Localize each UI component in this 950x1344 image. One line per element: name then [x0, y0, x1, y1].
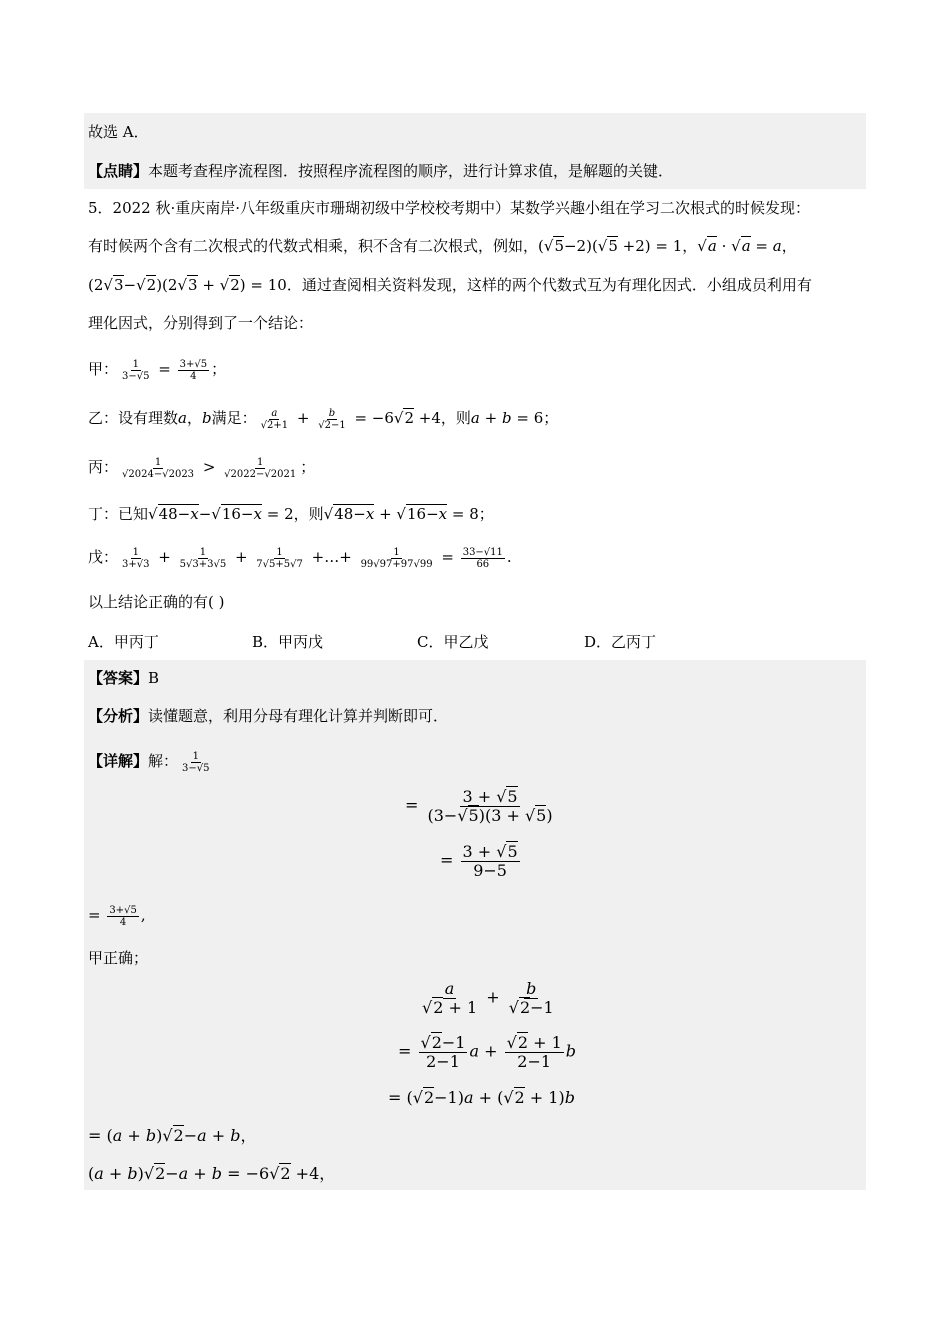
- jia-result-line: = $\frac{3+√5}{4}$ ,: [88, 904, 146, 928]
- statement-bing: 丙： $\frac{1}{√2024-√2023}$ > $\frac{1}{√2022-√2021}$ ；: [88, 456, 316, 480]
- wu-result: $\frac{33-√11}{66}$: [462, 546, 503, 570]
- jia-label: 甲：: [88, 360, 119, 378]
- derivation-yi-3: = (√2−1)a + (√2 + 1)b: [388, 1088, 575, 1107]
- detail-line: [88, 746, 214, 776]
- wu-term-last: $\frac{1}{99√97+97√99}$: [360, 546, 433, 570]
- analysis-text: 读懂题意，利用分母有理化计算并判断即可．: [148, 707, 449, 725]
- statement-wu: 戊： $\frac{1}{3+√3}$ + $\frac{1}{5√3+3√5}$ + $\frac{1}{7√5+5√7}$ +…+ $\frac{1}{99√97+97√99}$ = $\frac{33-√11}{66}$ .: [88, 546, 512, 570]
- yi-end: ，则: [440, 409, 471, 427]
- yi-label: 乙：设有理数: [88, 409, 179, 427]
- wu-term-2: $\frac{1}{5√3+3√5}$: [179, 546, 227, 570]
- jia-correct-line: 甲正确；: [88, 949, 149, 967]
- derivation-jia-2: = $\frac{3 + √5}{9-5}$: [440, 842, 518, 880]
- option-a[interactable]: A．甲丙丁: [88, 633, 159, 651]
- answer-value: B: [148, 669, 160, 687]
- question-line-3-text: ．通过查阅相关资料发现，这样的两个代数式互为有理化因式．小组成员利用有: [286, 276, 812, 294]
- derivation-jia-1: = $\frac{3 + √5}{(3-√5)(3 + √5)}$: [405, 787, 553, 825]
- statement-jia: 甲： $\frac{1}{3-√5}$ = $\frac{3+√5}{4}$ ；: [88, 358, 227, 382]
- statement-ding: 丁：已知√48−x−√16−x = 2，则√48−x + √16−x = 8；: [88, 505, 494, 523]
- example-1: (√5−2)(√5 +2) = 1，√a · √a = a，: [538, 237, 797, 255]
- option-d[interactable]: D．乙丙丁: [584, 633, 657, 651]
- derivation-yi-1: $\frac{a}{√2 + 1}$ + $\frac{b}{√2-1}$: [422, 979, 554, 1017]
- guxuan-line: 故选 A．: [88, 123, 149, 141]
- statement-yi: 乙：设有理数a，b满足： $\frac{a}{√2+1}$ + $\frac{b}{√2-1}$ = −6√2 +4，则a + b = 6；: [88, 407, 559, 431]
- question-line-2-text: 有时候两个含有二次根式的代数式相乘，积不含有二次根式，例如，: [88, 237, 539, 255]
- answer-line: [88, 668, 159, 688]
- question-line-3: [88, 275, 812, 295]
- ding-label: 丁：已知: [88, 505, 149, 523]
- bing-lhs-fraction: $\frac{1}{√2024-√2023}$: [122, 456, 195, 480]
- wu-label: 戊：: [88, 548, 119, 566]
- example-2: (2√3−√2)(2√3 + √2) = 10: [88, 276, 287, 294]
- yi-step-line: = (a + b)√2−a + b，: [88, 1126, 257, 1145]
- analysis-tag: 【分析】: [88, 707, 149, 725]
- yi-frac-a: $\frac{a}{√2+1}$: [260, 407, 289, 431]
- bing-rhs-fraction: $\frac{1}{√2022-√2021}$: [224, 456, 297, 480]
- wu-term-1: $\frac{1}{3+√3}$: [122, 546, 150, 570]
- question-line-4: 理化因式，分别得到了一个结论：: [88, 314, 314, 332]
- dianjing-line: [88, 161, 673, 181]
- detail-tag: 【详解】: [88, 752, 149, 770]
- detail-fraction: $\frac{1}{3-√5}$: [182, 750, 210, 774]
- yi-frac-b: $\frac{b}{√2-1}$: [318, 407, 346, 431]
- answer-shade: [84, 660, 866, 1190]
- yi-equation-line: (a + b)√2−a + b = −6√2 +4，: [88, 1164, 336, 1183]
- option-c[interactable]: C．甲乙戊: [417, 633, 489, 651]
- ding-mid: ，则: [293, 505, 324, 523]
- derivation-yi-2: = $\frac{√2-1}{2-1}$ a + $\frac{√2 + 1}{2-1}$ b: [398, 1033, 577, 1071]
- question-prompt: 以上结论正确的有( ): [88, 593, 225, 611]
- yi-mid: 满足：: [211, 409, 257, 427]
- question-header: 5．2022 秋·重庆南岸·八年级重庆市珊瑚初级中学校校考期中）某数学兴趣小组在学习二次根式的时候发现：: [88, 199, 811, 217]
- question-line-2: [88, 236, 797, 256]
- wu-term-3: $\frac{1}{7√5+5√7}$: [256, 546, 303, 570]
- answer-tag: 【答案】: [88, 669, 149, 687]
- jia-lhs-fraction: $\frac{1}{3-√5}$: [122, 358, 150, 382]
- jia-rhs-fraction: $\frac{3+√5}{4}$: [179, 358, 208, 382]
- bing-label: 丙：: [88, 458, 119, 476]
- dianjing-text: 本题考查程序流程图．按照程序流程图的顺序，进行计算求值，是解题的关键．: [148, 162, 674, 180]
- dianjing-tag: 【点睛】: [88, 162, 149, 180]
- option-b[interactable]: B．甲丙戊: [252, 633, 324, 651]
- detail-text: 解：: [148, 752, 179, 770]
- analysis-line: [88, 706, 448, 726]
